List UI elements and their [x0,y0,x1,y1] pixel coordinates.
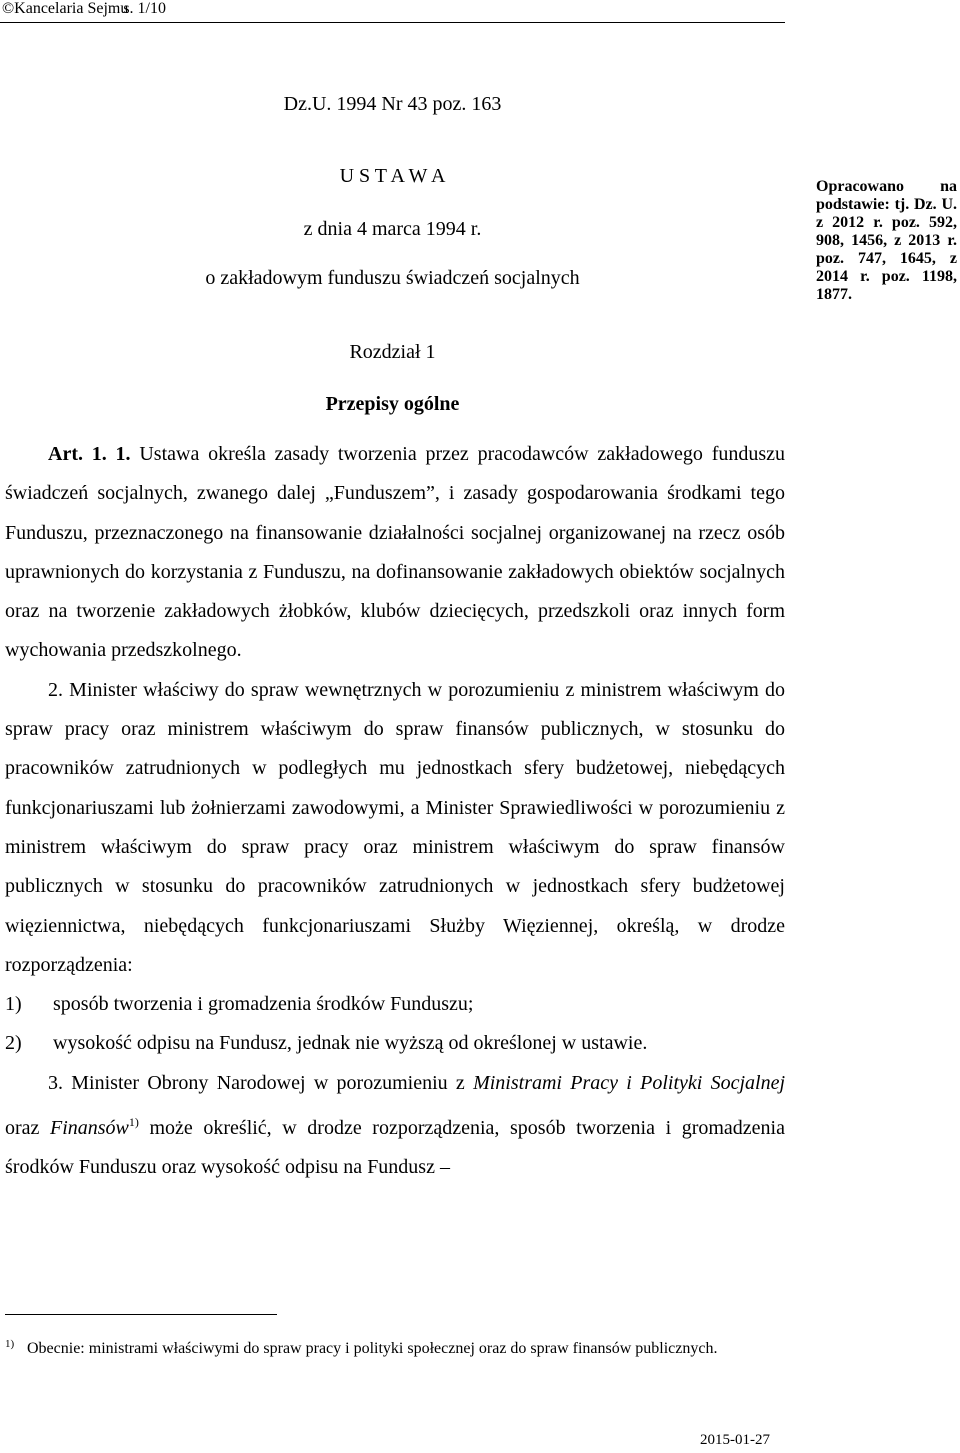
document-date: z dnia 4 marca 1994 r. [303,218,482,240]
footnote-ref[interactable]: 1) [128,1115,139,1130]
paragraph-3-finance: Finansów [50,1117,129,1140]
header-rule [0,22,785,23]
list-item [5,985,785,1024]
list-item [5,1024,785,1063]
footer-date: 2015-01-27 [700,1432,770,1448]
footnote-text: Obecnie: ministrami właściwymi do spraw pracy i polityki społecznej oraz do spraw finansów publicznych. [27,1340,718,1357]
chapter-label: Rozdział 1 [349,341,436,363]
paragraph-1-text: Ustawa określa zasady tworzenia przez pracodawców zakładowego funduszu świadczeń socjalnych, zwanego dalej „Funduszem”, i zasady gospodarowania środkami tego Funduszu, przeznaczonego na finansowanie działalności socjalnej organizowanej na rzecz osób uprawnionych do korzystania z Funduszu, na dofinansowanie zakładowych obiektów socjalnych oraz na tworzenie zakładowych żłobków, klubów dziecięcych, przedszkoli oraz innych form wychowania przedszkolnego. [5,443,786,662]
list-item-text: wysokość odpisu na Fundusz, jednak nie wyższą od określonej w ustawie. [53,1032,648,1055]
footnote-mark: 1) [5,1338,15,1350]
list-item-number: 2) [5,1032,22,1055]
paragraph-3-text-c: oraz [5,1117,50,1140]
paragraph-3-ministries: Ministrami Pracy i Polityki Socjalnej [473,1071,786,1094]
paragraph-2: 2. Minister właściwy do spraw wewnętrznych w porozumieniu z ministrem właściwym do spraw pracy oraz ministrem właściwym do spraw finansów publicznych, w stosunku do pracowników zatrudnionych w podległych mu jednostkach sfery budżetowej, niebędących funkcjonariuszami lub żołnierzami zawodowymi, a Minister Sprawiedliwości w porozumieniu z ministrem właściwym do spraw pracy oraz ministrem właściwym do spraw finansów publicznych w stosunku do pracowników zatrudnionych w jednostkach sfery budżetowej więziennictwa, niebędących funkcjonariuszami Służby Więziennej, określą, w drodze rozporządzenia: [5,678,785,976]
publisher-label: ©Kancelaria Sejmu [2,0,129,17]
chapter-title: Przepisy ogólne [325,393,460,415]
source-note: Opracowano na podstawie: tj. Dz. U. z 2012 r. poz. 592, 908, 1456, z 2013 r. poz. 747, 1645, z 2014 r. poz. 1198, 1877. [816,178,957,303]
page-number: s. 1/10 [123,0,166,17]
paragraph-1 [5,435,785,671]
page-header [0,0,960,24]
paragraph-3 [5,1064,785,1188]
article-body [5,435,785,1188]
footnote [5,1338,785,1359]
document-title: o zakładowym funduszu świadczeń socjalnych [205,267,580,289]
list-item-text: sposób tworzenia i gromadzenia środków Funduszu; [53,993,474,1016]
article-label: Art. 1. 1. [48,443,131,465]
paragraph-3-text-e: może określić, w drodze rozporządzenia, sposób tworzenia i gromadzenia środków Funduszu oraz wysokość odpisu na Fundusz – [5,1117,785,1179]
document-type: U S T A W A [339,165,446,187]
list-item-number: 1) [5,993,22,1016]
citation: Dz.U. 1994 Nr 43 poz. 163 [283,93,502,115]
footnote-rule [5,1314,277,1315]
paragraph-3-text-a: 3. Minister Obrony Narodowej w porozumieniu z [48,1071,474,1094]
